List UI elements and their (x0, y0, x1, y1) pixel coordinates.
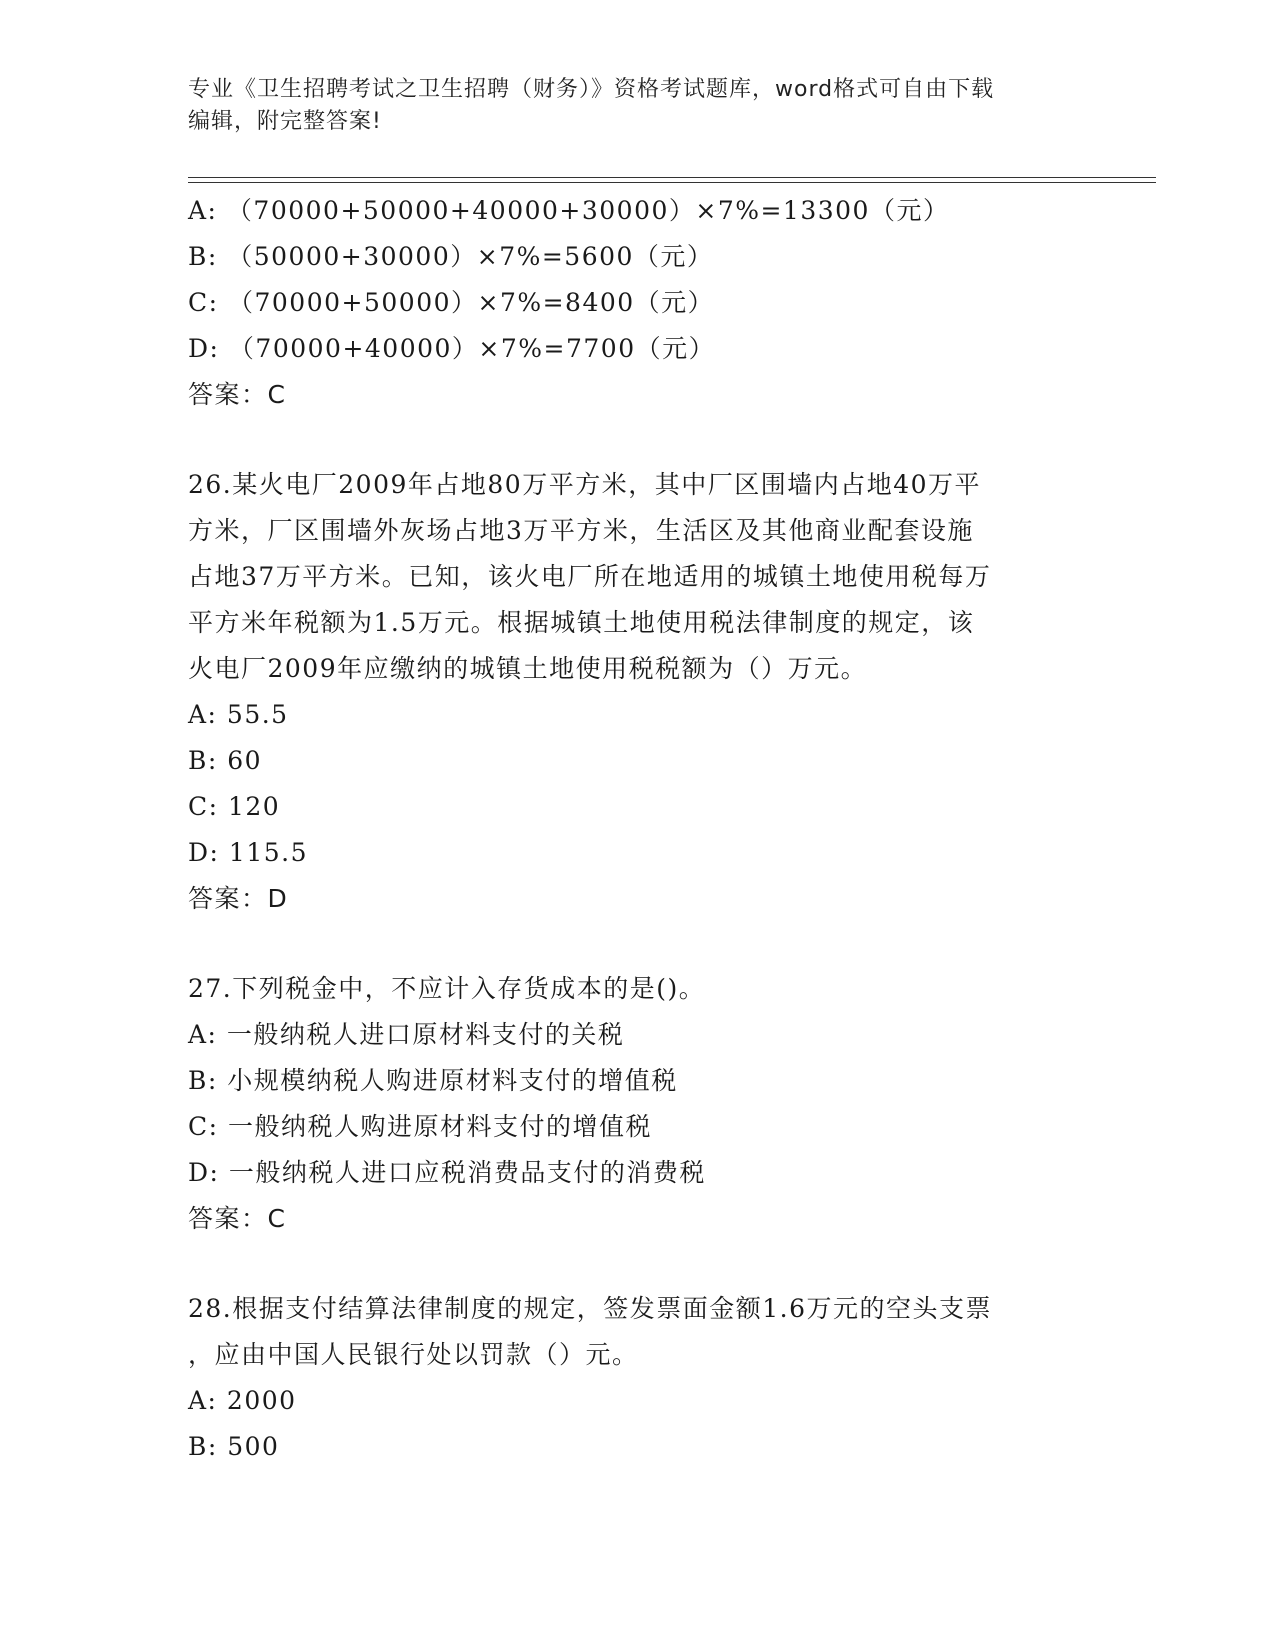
question-text-line: ，应由中国人民银行处以罚款（）元。 (188, 1340, 639, 1369)
header-line-2: 编辑，附完整答案! (188, 109, 382, 134)
question-block-26 (188, 462, 1088, 922)
answer-line: 答案：C (188, 380, 287, 409)
question-text-line: 平方米年税额为1.5万元。根据城镇土地使用税法律制度的规定，该 (188, 608, 975, 637)
question-text-line: 28.根据支付结算法律制度的规定，签发票面金额1.6万元的空头支票 (188, 1294, 993, 1323)
spacer (188, 922, 1088, 966)
option-a: A: （70000+50000+40000+30000）×7%=13300（元） (188, 196, 950, 225)
option-d: D: 一般纳税人进口应税消费品支付的消费税 (188, 1158, 706, 1187)
answer-line: 答案：D (188, 884, 289, 913)
spacer (188, 1242, 1088, 1286)
option-d: D: 115.5 (188, 838, 308, 867)
option-d: D: （70000+40000）×7%=7700（元） (188, 334, 716, 363)
answer-line: 答案：C (188, 1204, 287, 1233)
option-a: A: 2000 (188, 1386, 297, 1415)
option-b: B: 小规模纳税人购进原材料支付的增值税 (188, 1066, 678, 1095)
question-text-line: 方米，厂区围墙外灰场占地3万平方米，生活区及其他商业配套设施 (188, 516, 974, 545)
header-divider-top (188, 177, 1156, 178)
question-block-25 (188, 188, 1088, 418)
question-content (188, 188, 1088, 1470)
question-block-27 (188, 966, 1088, 1242)
option-a: A: 一般纳税人进口原材料支付的关税 (188, 1020, 625, 1049)
question-block-28 (188, 1286, 1088, 1470)
option-b: B: （50000+30000）×7%=5600（元） (188, 242, 714, 271)
option-a: A: 55.5 (188, 700, 289, 729)
spacer (188, 418, 1088, 462)
option-b: B: 60 (188, 746, 263, 775)
question-text-line: 26.某火电厂2009年占地80万平方米，其中厂区围墙内占地40万平 (188, 470, 982, 499)
header-line-1: 专业《卫生招聘考试之卫生招聘（财务）》资格考试题库，word格式可自由下载 (188, 77, 995, 102)
option-c: C: 120 (188, 792, 281, 821)
question-text-line: 占地37万平方米。已知，该火电厂所在地适用的城镇土地使用税每万 (188, 562, 992, 591)
question-text-line: 27.下列税金中，不应计入存货成本的是()。 (188, 974, 706, 1003)
question-text-line: 火电厂2009年应缴纳的城镇土地使用税税额为（）万元。 (188, 654, 868, 683)
header-divider-bottom (188, 182, 1156, 183)
option-b: B: 500 (188, 1432, 280, 1461)
option-c: C: 一般纳税人购进原材料支付的增值税 (188, 1112, 652, 1141)
option-c: C: （70000+50000）×7%=8400（元） (188, 288, 715, 317)
page-header (188, 74, 1088, 138)
